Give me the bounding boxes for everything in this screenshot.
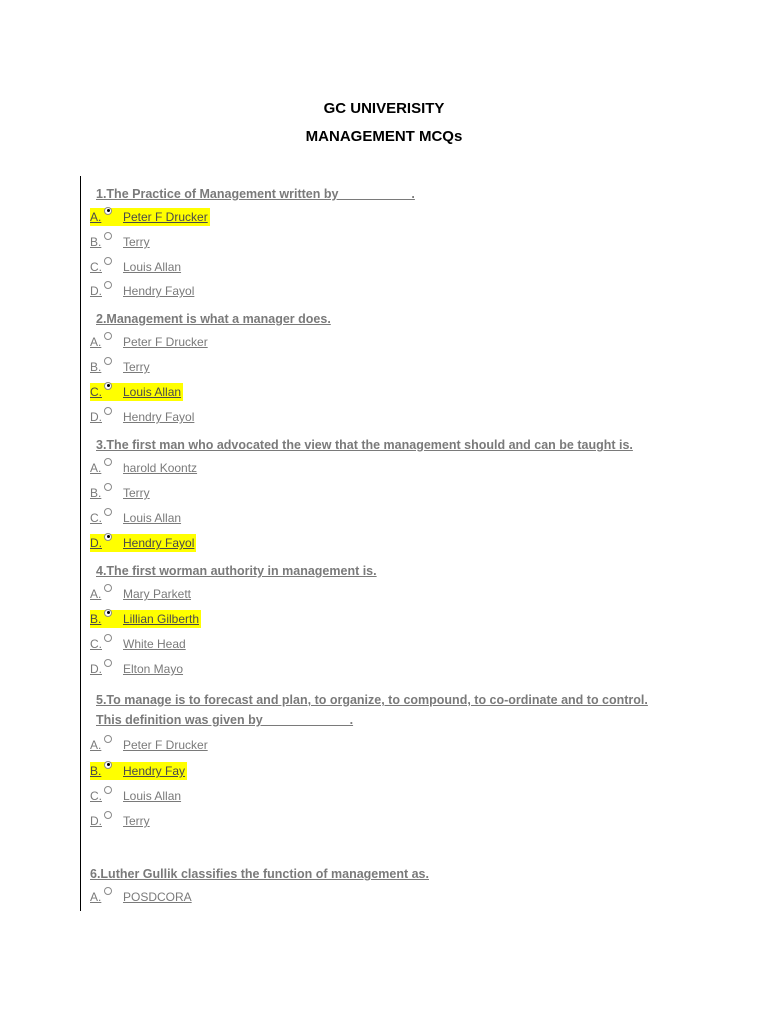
option-label: Peter F Drucker bbox=[123, 210, 208, 224]
radio-icon[interactable] bbox=[104, 761, 112, 769]
option-letter: C. bbox=[90, 260, 102, 274]
option-letter: B. bbox=[90, 235, 102, 249]
option-letter: B. bbox=[90, 612, 102, 626]
option-letter: A. bbox=[90, 461, 102, 475]
radio-icon[interactable] bbox=[104, 207, 112, 215]
q2-option-b[interactable] bbox=[90, 358, 152, 376]
q1-option-b[interactable] bbox=[90, 233, 152, 251]
q3-option-b[interactable] bbox=[90, 484, 152, 502]
option-label: POSDCORA bbox=[123, 890, 192, 904]
q6-option-a[interactable] bbox=[90, 888, 194, 906]
option-label: Peter F Drucker bbox=[123, 335, 208, 349]
q2-option-d[interactable] bbox=[90, 408, 196, 426]
radio-icon[interactable] bbox=[104, 786, 112, 794]
q4-option-b[interactable] bbox=[90, 610, 201, 628]
q5-option-d[interactable] bbox=[90, 812, 152, 830]
q1-option-a[interactable] bbox=[90, 208, 210, 226]
q4-option-d[interactable] bbox=[90, 660, 185, 678]
option-letter: A. bbox=[90, 587, 102, 601]
option-letter: C. bbox=[90, 789, 102, 803]
q5-option-a[interactable] bbox=[90, 736, 210, 754]
radio-icon[interactable] bbox=[104, 533, 112, 541]
option-label: Terry bbox=[123, 360, 150, 374]
radio-icon[interactable] bbox=[104, 508, 112, 516]
radio-icon[interactable] bbox=[104, 458, 112, 466]
radio-icon[interactable] bbox=[104, 483, 112, 491]
radio-icon[interactable] bbox=[104, 281, 112, 289]
option-letter: C. bbox=[90, 385, 102, 399]
page-subtitle: MANAGEMENT MCQs bbox=[305, 128, 463, 145]
option-letter: D. bbox=[90, 662, 102, 676]
option-label: Louis Allan bbox=[123, 385, 182, 399]
q3-option-a[interactable] bbox=[90, 459, 199, 477]
radio-icon[interactable] bbox=[104, 357, 112, 365]
page-title: GC UNIVERISITY bbox=[323, 100, 445, 117]
radio-icon[interactable] bbox=[104, 659, 112, 667]
option-label: Elton Mayo bbox=[123, 662, 184, 676]
q5-option-b[interactable] bbox=[90, 762, 187, 780]
q1-option-c[interactable] bbox=[90, 258, 183, 276]
radio-icon[interactable] bbox=[104, 257, 112, 265]
option-label: Terry bbox=[123, 814, 150, 828]
option-label: Terry bbox=[123, 486, 150, 500]
radio-icon[interactable] bbox=[104, 584, 112, 592]
option-letter: D. bbox=[90, 284, 102, 298]
option-letter: C. bbox=[90, 511, 102, 525]
question-4: 4.The first worman authority in management is. bbox=[96, 564, 377, 578]
q3-option-d[interactable] bbox=[90, 534, 196, 552]
option-label: Hendry Fayol bbox=[123, 410, 195, 424]
option-label: Hendry Fayol bbox=[123, 536, 195, 550]
option-label: Louis Allan bbox=[123, 789, 182, 803]
radio-icon[interactable] bbox=[104, 407, 112, 415]
option-letter: A. bbox=[90, 335, 102, 349]
option-letter: D. bbox=[90, 536, 102, 550]
option-label: Mary Parkett bbox=[123, 587, 192, 601]
option-letter: B. bbox=[90, 360, 102, 374]
question-3: 3.The first man who advocated the view that the management should and can be taught is. bbox=[96, 438, 633, 452]
radio-icon[interactable] bbox=[104, 332, 112, 340]
option-label: Terry bbox=[123, 235, 150, 249]
option-letter: B. bbox=[90, 486, 102, 500]
left-margin-rule bbox=[80, 176, 81, 911]
option-label: Hendry Fayol bbox=[123, 284, 195, 298]
option-letter: D. bbox=[90, 410, 102, 424]
option-label: Louis Allan bbox=[123, 511, 182, 525]
question-5: 5.To manage is to forecast and plan, to organize, to compound, to co-ordinate and to control. This definition was given by ____________. bbox=[96, 693, 648, 727]
option-letter: B. bbox=[90, 764, 102, 778]
radio-icon[interactable] bbox=[104, 609, 112, 617]
q5-option-c[interactable] bbox=[90, 787, 183, 805]
radio-icon[interactable] bbox=[104, 232, 112, 240]
q4-option-c[interactable] bbox=[90, 635, 188, 653]
radio-icon[interactable] bbox=[104, 634, 112, 642]
option-label: White Head bbox=[123, 637, 186, 651]
option-label: Peter F Drucker bbox=[123, 738, 208, 752]
radio-icon[interactable] bbox=[104, 887, 112, 895]
q3-option-c[interactable] bbox=[90, 509, 183, 527]
option-label: Lillian Gilberth bbox=[123, 612, 200, 626]
q1-option-d[interactable] bbox=[90, 282, 196, 300]
option-letter: D. bbox=[90, 814, 102, 828]
option-letter: A. bbox=[90, 890, 102, 904]
option-label: Louis Allan bbox=[123, 260, 182, 274]
question-1: 1.The Practice of Management written by __________. bbox=[96, 187, 415, 201]
question-2: 2.Management is what a manager does. bbox=[96, 312, 331, 326]
radio-icon[interactable] bbox=[104, 382, 112, 390]
radio-icon[interactable] bbox=[104, 811, 112, 819]
q2-option-a[interactable] bbox=[90, 333, 210, 351]
option-letter: A. bbox=[90, 210, 102, 224]
option-label: harold Koontz bbox=[123, 461, 198, 475]
option-label: Hendry Fay bbox=[123, 764, 186, 778]
option-letter: C. bbox=[90, 637, 102, 651]
question-6: 6.Luther Gullik classifies the function of management as. bbox=[90, 867, 429, 881]
option-letter: A. bbox=[90, 738, 102, 752]
q2-option-c[interactable] bbox=[90, 383, 183, 401]
q4-option-a[interactable] bbox=[90, 585, 193, 603]
radio-icon[interactable] bbox=[104, 735, 112, 743]
